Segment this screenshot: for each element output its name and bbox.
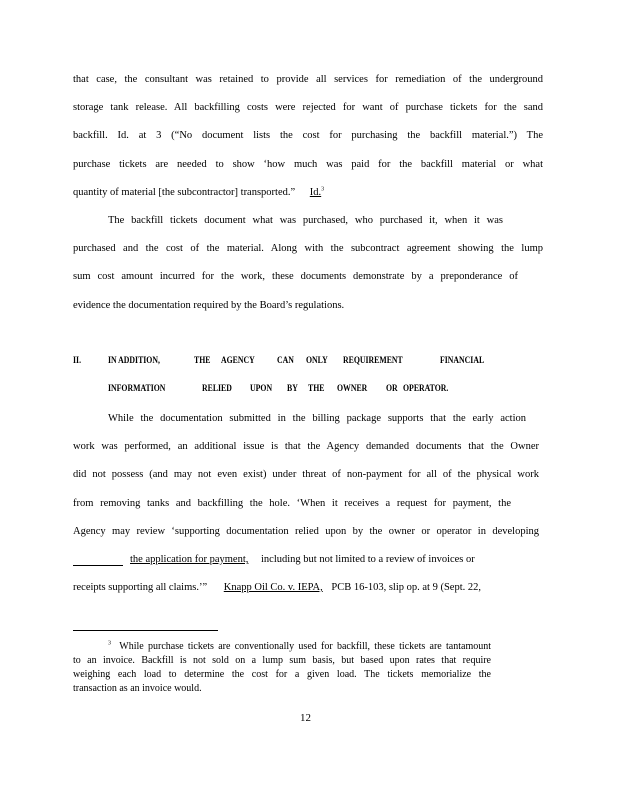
body-text: including but not limited to a review of invoices or xyxy=(261,554,475,565)
footnote-separator xyxy=(73,630,218,631)
footnote-line: to an invoice. Backfill is not sold on a lump sum basis, but based upon rates that require xyxy=(73,655,491,666)
body-line: work was performed, an additional issue is that the Agency demanded documents that the Owner xyxy=(73,441,539,452)
heading-word: CAN xyxy=(277,356,294,366)
body-text: receipts supporting all claims.’” xyxy=(73,582,208,593)
heading-number: II. xyxy=(73,356,82,366)
body-line: While the documentation submitted in the billing package supports that the early action xyxy=(108,413,526,424)
heading-word: OWNER xyxy=(337,384,368,394)
heading-word: THE xyxy=(308,384,325,394)
body-line: purchased and the cost of the material. Along with the subcontract agreement showing the lump xyxy=(73,243,543,254)
heading-word: FINANCIAL xyxy=(440,356,485,366)
body-line: purchase tickets are needed to show ‘how much was paid for the backfill material or what xyxy=(73,159,543,170)
case-citation: Knapp Oil Co. v. IEPA, xyxy=(223,582,323,593)
footnote-reference: 3 xyxy=(321,186,325,193)
underlined-phrase: the application for payment, xyxy=(130,554,249,565)
body-line: evidence the documentation required by the Board’s regulations. xyxy=(73,300,345,311)
heading-word: UPON xyxy=(250,384,273,394)
body-line: from removing tanks and backfilling the hole. ‘When it receives a request for payment, the xyxy=(73,498,511,509)
heading-word: AGENCY xyxy=(221,356,255,366)
footnote-line xyxy=(108,641,491,653)
heading-word: OPERATOR. xyxy=(403,384,449,394)
footnote-line: transaction as an invoice would. xyxy=(73,683,202,694)
footnote-text: While purchase tickets are conventionally used for backfill, these tickets are tantamount xyxy=(119,641,492,652)
body-line: storage tank release. All backfilling costs were rejected for want of purchase tickets for the sand xyxy=(73,102,543,113)
body-line xyxy=(130,553,475,567)
heading-word: THE xyxy=(194,356,211,366)
heading-word: IN ADDITION, xyxy=(108,356,160,366)
heading-word: REQUIREMENT xyxy=(343,356,403,366)
heading-word: RELIED xyxy=(202,384,232,394)
footnote-marker: 3 xyxy=(108,640,111,647)
body-text: PCB 16-103, slip op. at 9 (Sept. 22, xyxy=(331,582,482,593)
body-line xyxy=(73,581,481,595)
heading-word: OR xyxy=(386,384,398,394)
body-line: backfill. Id. at 3 (“No document lists the cost for purchasing the backfill material.”) The xyxy=(73,130,543,141)
body-line: did not possess (and may not even exist) under threat of non-payment for all of the physical work xyxy=(73,469,539,480)
page-number: 12 xyxy=(300,712,311,724)
body-line xyxy=(73,186,324,200)
body-line: that case, the consultant was retained to provide all services for remediation of the underground xyxy=(73,74,543,85)
body-line: Agency may review ‘supporting documentation relied upon by the owner or operator in developing xyxy=(73,526,539,537)
underline-blank xyxy=(73,565,123,566)
heading-word: BY xyxy=(287,384,298,394)
citation-id: Id. xyxy=(309,187,322,198)
footnote-line: weighing each load to determine the cost for a given load. The tickets memorialize the xyxy=(73,669,491,680)
heading-word: ONLY xyxy=(306,356,328,366)
heading-word: INFORMATION xyxy=(108,384,166,394)
body-text: quantity of material [the subcontractor] transported.” xyxy=(73,187,296,198)
body-line: sum cost amount incurred for the work, these documents demonstrate by a preponderance of xyxy=(73,271,518,282)
body-line: The backfill tickets document what was purchased, who purchased it, when it was xyxy=(108,215,503,226)
